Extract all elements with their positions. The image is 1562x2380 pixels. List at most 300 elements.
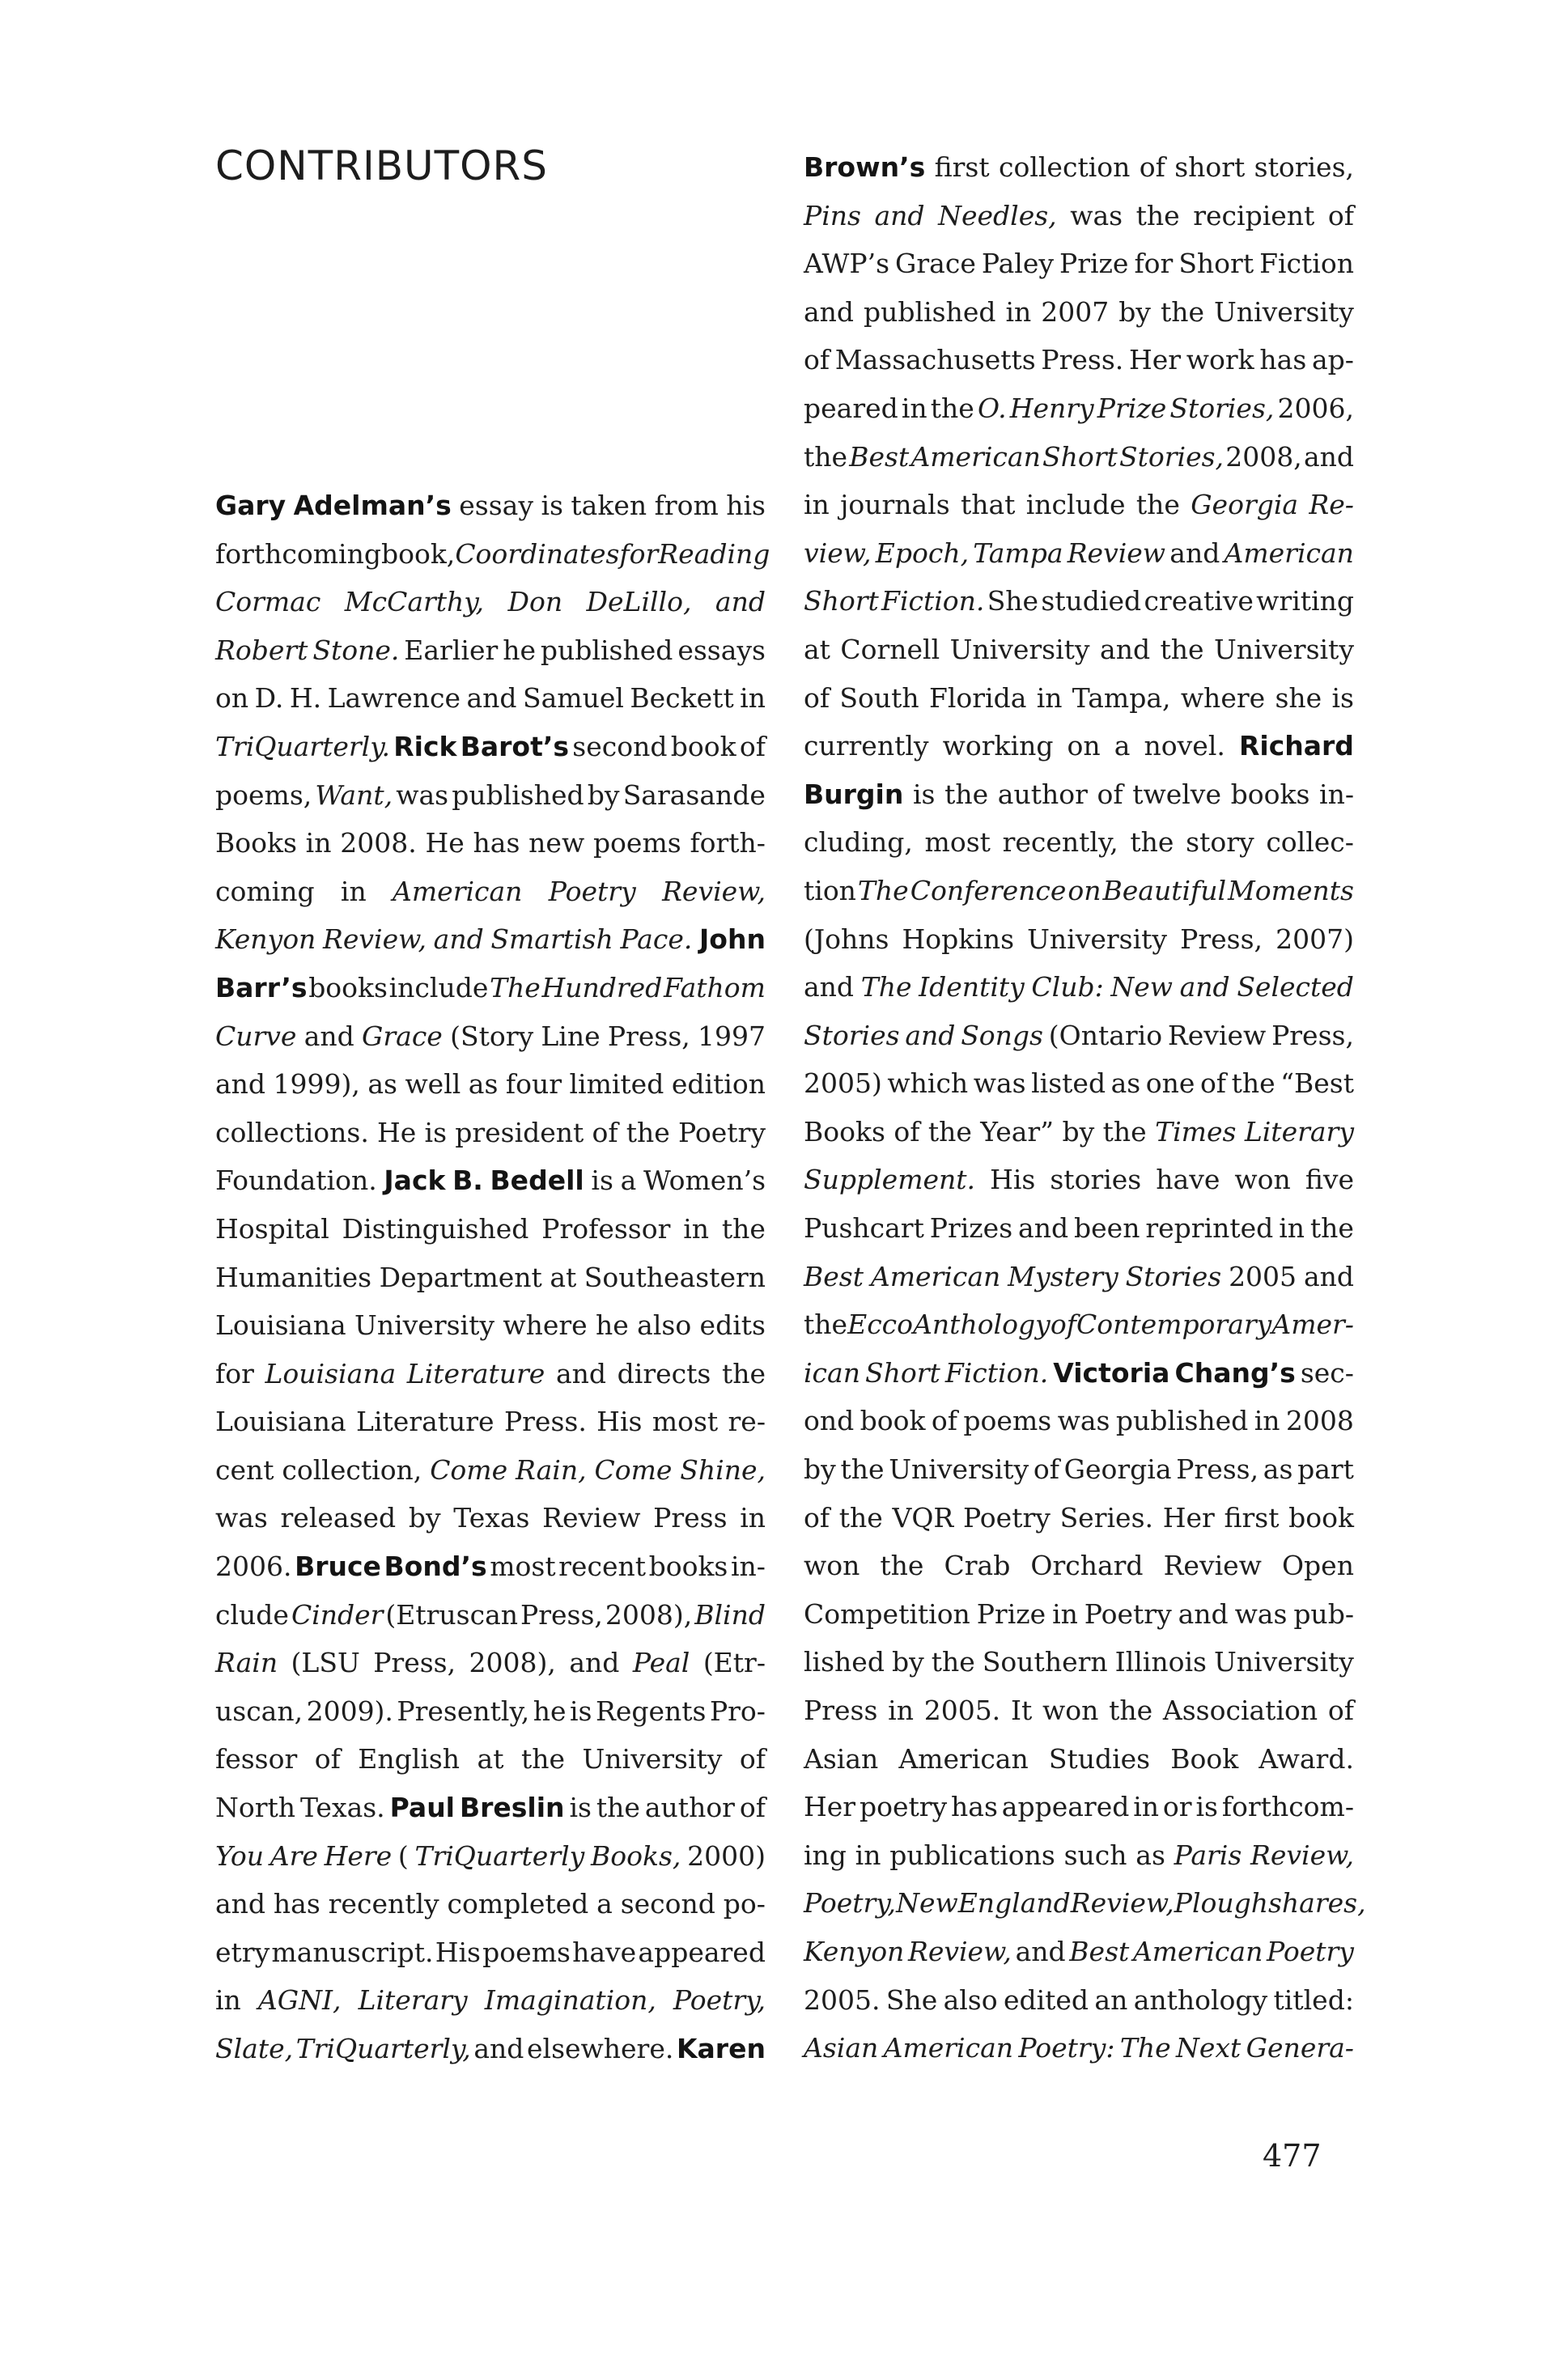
- word: in: [855, 1839, 881, 1871]
- italic-word: Prize: [1097, 392, 1167, 424]
- word: writing: [1256, 585, 1354, 617]
- word: Sarasande: [622, 778, 766, 811]
- word: the: [721, 1212, 766, 1245]
- italic-word: TriQuarterly,: [295, 2033, 471, 2064]
- italic-word: Short: [865, 1356, 940, 1389]
- word: Review: [542, 1502, 641, 1534]
- word: Her: [804, 1791, 856, 1823]
- text-line: [215, 819, 766, 868]
- word: Orchard: [1030, 1550, 1144, 1582]
- word: Poetry: [962, 1501, 1051, 1534]
- italic-word: Hundred: [541, 971, 663, 1003]
- italic-word: Needles,: [938, 199, 1057, 231]
- word: “Best: [1280, 1067, 1354, 1100]
- word: (Etr-: [702, 1647, 766, 1679]
- text-line: [804, 963, 1354, 1012]
- word: a: [596, 1888, 613, 1920]
- word: Regents: [595, 1695, 707, 1727]
- word: first: [934, 151, 990, 183]
- word: Press.: [503, 1406, 587, 1438]
- italic-word: Stories: [1125, 1260, 1222, 1292]
- word: (Story: [450, 1020, 534, 1052]
- word: Poetry: [1084, 1597, 1172, 1630]
- word: by: [1062, 1115, 1095, 1148]
- word: Book: [1170, 1742, 1239, 1775]
- word: or: [1162, 1791, 1192, 1823]
- text-line: [215, 1591, 766, 1640]
- word: D.: [254, 682, 284, 715]
- italic-word: Curve: [215, 1020, 297, 1052]
- text-line: [804, 1928, 1354, 1976]
- word: in: [215, 1984, 241, 2017]
- text-line: [215, 1205, 766, 1254]
- word: she: [1275, 681, 1322, 714]
- word: has: [473, 827, 520, 859]
- word: from: [654, 490, 719, 521]
- text-line: [215, 915, 766, 964]
- word: studied: [1041, 585, 1142, 617]
- italic-word: Amer-: [1271, 1309, 1354, 1341]
- word: and: [1100, 633, 1151, 665]
- word: Pro-: [709, 1695, 766, 1727]
- word: 2006.: [215, 1551, 292, 1583]
- word: in: [340, 875, 367, 907]
- word: Line: [541, 1020, 601, 1052]
- italic-word: Stories,: [1119, 440, 1225, 473]
- word: It: [1010, 1695, 1033, 1726]
- italic-word: Ploughshares,: [1174, 1887, 1366, 1920]
- word: Short: [1178, 248, 1254, 280]
- italic-word: ican: [804, 1356, 860, 1389]
- word: stories: [1050, 1164, 1142, 1196]
- word: where: [1180, 681, 1266, 714]
- word: of: [1327, 199, 1354, 231]
- word: of: [1327, 1695, 1354, 1726]
- word: published: [864, 295, 996, 328]
- italic-word: Here: [324, 1839, 393, 1872]
- italic-word: You: [215, 1839, 265, 1872]
- italic-word: Ecco: [847, 1309, 914, 1341]
- italic-word: Imagination,: [484, 1984, 656, 2017]
- italic-word: Reading: [658, 537, 770, 570]
- word: of: [804, 681, 830, 714]
- word: recent: [558, 1551, 646, 1583]
- italic-word: Robert: [215, 634, 308, 666]
- text-line: [215, 1784, 766, 1832]
- contributor-name: Victoria: [1053, 1356, 1170, 1389]
- word: journals: [840, 489, 950, 521]
- word: the: [1309, 1212, 1354, 1245]
- italic-word: Poetry: [548, 875, 636, 907]
- word: five: [1305, 1164, 1354, 1196]
- italic-word: and: [905, 1019, 956, 1051]
- italic-word: Re-: [1309, 489, 1354, 521]
- word: he: [533, 1695, 567, 1727]
- word: Tampa,: [1072, 681, 1171, 714]
- word: book: [670, 730, 736, 762]
- italic-word: TriQuarterly: [414, 1839, 585, 1872]
- word: in: [1254, 1405, 1280, 1437]
- word: Competition: [804, 1597, 970, 1630]
- word: edition: [671, 1068, 766, 1101]
- italic-word: Literature: [406, 1357, 545, 1389]
- word: the: [1160, 633, 1204, 665]
- word: of: [739, 730, 766, 762]
- word: lished: [804, 1646, 885, 1678]
- word: cent: [215, 1453, 274, 1486]
- italic-word: and: [1179, 971, 1230, 1003]
- word: 2009).: [306, 1695, 393, 1727]
- italic-word: Pins: [804, 199, 861, 231]
- word: Open: [1281, 1550, 1354, 1582]
- word: titled:: [1273, 1983, 1354, 2016]
- italic-word: Poetry,: [804, 1887, 897, 1920]
- word: 2008: [1285, 1405, 1354, 1437]
- word: poetry: [859, 1791, 948, 1823]
- text-line: [215, 626, 766, 675]
- word: University: [1027, 923, 1168, 955]
- italic-word: Review,: [907, 1935, 1012, 1967]
- text-line: [215, 868, 766, 916]
- word: poems: [482, 1936, 571, 1968]
- word: the: [596, 1792, 640, 1824]
- word: Paley: [981, 248, 1054, 280]
- text-line: [804, 1638, 1354, 1686]
- text-line: [215, 1542, 766, 1591]
- word: clude: [215, 1598, 289, 1631]
- word: Lawrence: [327, 682, 461, 715]
- word: His: [596, 1406, 643, 1438]
- word: a: [1114, 730, 1131, 762]
- text-line: [215, 1109, 766, 1157]
- text-line: [804, 1156, 1354, 1204]
- word: appeared: [1001, 1791, 1130, 1823]
- word: cluding,: [804, 826, 913, 859]
- word: such: [1063, 1839, 1127, 1871]
- italic-word: on: [1068, 874, 1101, 906]
- contributor-name: John: [699, 923, 766, 956]
- contributor-name: Adelman’s: [293, 490, 452, 521]
- italic-word: Henry: [1009, 392, 1094, 424]
- text-line: [215, 1254, 766, 1302]
- word: fessor: [215, 1743, 298, 1775]
- word: of: [1097, 778, 1123, 810]
- word: University: [1213, 1646, 1354, 1678]
- text-line: [804, 1108, 1354, 1156]
- word: 2007): [1275, 923, 1354, 955]
- contributor-name: Bruce: [295, 1551, 381, 1583]
- italic-word: Rain: [215, 1647, 278, 1679]
- word: in: [1005, 295, 1032, 328]
- italic-word: Are: [270, 1839, 318, 1872]
- italic-word: American: [1224, 537, 1354, 569]
- word: has: [951, 1791, 998, 1823]
- word: collections.: [215, 1116, 369, 1148]
- word: a: [620, 1165, 637, 1197]
- word: Review: [1163, 1550, 1262, 1582]
- word: Texas.: [299, 1792, 385, 1824]
- italic-word: Epoch,: [875, 537, 970, 569]
- word: Distinguished: [342, 1212, 529, 1245]
- word: Louisiana: [215, 1406, 346, 1438]
- word: AWP’s: [804, 248, 890, 280]
- italic-word: for: [619, 537, 659, 570]
- italic-word: Blind: [694, 1598, 766, 1631]
- word: as: [1263, 1453, 1293, 1486]
- word: published: [540, 634, 673, 666]
- word: the: [840, 1453, 885, 1486]
- italic-word: Want,: [315, 778, 393, 811]
- word: 1997: [698, 1020, 766, 1052]
- text-line: [804, 1686, 1354, 1735]
- word: recipient: [1193, 199, 1315, 231]
- contributor-name: Barr’s: [215, 971, 308, 1003]
- word: also: [943, 1983, 998, 2016]
- word: He: [425, 827, 465, 859]
- word: has: [1259, 344, 1307, 376]
- word: University: [1213, 295, 1354, 328]
- word: Professor: [541, 1212, 671, 1245]
- italic-word: Selected: [1237, 971, 1354, 1003]
- word: Press: [804, 1695, 878, 1726]
- word: forthcoming: [215, 537, 381, 570]
- italic-word: Grace: [362, 1020, 443, 1052]
- text-line: [804, 1783, 1354, 1831]
- word: Review: [1167, 1019, 1267, 1051]
- word: and: [1303, 440, 1354, 473]
- text-line: [215, 530, 770, 579]
- text-line: [804, 1494, 1354, 1542]
- italic-word: Songs: [961, 1019, 1043, 1051]
- word: in: [1133, 1791, 1160, 1823]
- italic-word: Times: [1155, 1115, 1237, 1148]
- word: the: [931, 1646, 975, 1678]
- word: Louisiana: [215, 1309, 346, 1342]
- word: publications: [889, 1839, 1055, 1871]
- italic-word: Stories: [804, 1019, 900, 1051]
- word: the: [1130, 826, 1174, 859]
- word: University: [354, 1309, 494, 1342]
- word: second: [572, 730, 668, 762]
- italic-word: and: [874, 199, 925, 231]
- word: Press,: [607, 1020, 690, 1052]
- word: Asian: [804, 1742, 879, 1775]
- word: in: [888, 1695, 914, 1726]
- word: won: [804, 1550, 860, 1582]
- word: was: [215, 1502, 268, 1534]
- italic-word: Genera-: [1246, 2032, 1354, 2064]
- word: 2008),: [469, 1647, 556, 1679]
- right-text-column: [804, 143, 1366, 2072]
- word: the: [930, 392, 974, 424]
- word: Press,: [1271, 1019, 1354, 1051]
- contributor-name: Richard: [1238, 730, 1354, 762]
- italic-word: Pace.: [620, 923, 693, 956]
- word: new: [528, 827, 585, 859]
- word: by: [1118, 295, 1151, 328]
- word: Series.: [1059, 1501, 1153, 1534]
- contributor-name: Bond’s: [384, 1551, 487, 1583]
- word: which: [887, 1067, 969, 1100]
- word: listed: [1031, 1067, 1106, 1100]
- word: most: [924, 826, 991, 859]
- text-line: [804, 915, 1354, 964]
- word: essay: [459, 490, 533, 521]
- text-line: [804, 1012, 1354, 1060]
- word: for: [215, 1357, 254, 1389]
- word: re-: [728, 1406, 766, 1438]
- text-line: [215, 1832, 766, 1881]
- text-line: [804, 577, 1354, 626]
- italic-word: Cormac: [215, 586, 321, 618]
- word: University: [1214, 633, 1354, 665]
- word: in-: [1319, 778, 1354, 810]
- word: collection,: [282, 1453, 422, 1486]
- word: and: [1169, 537, 1220, 569]
- text-line: [804, 529, 1354, 578]
- italic-word: Poetry: [1267, 1935, 1354, 1967]
- word: Cornell: [840, 633, 940, 665]
- word: in: [1036, 681, 1063, 714]
- word: and: [1303, 1260, 1354, 1292]
- word: His: [435, 1936, 481, 1968]
- word: of: [893, 1115, 920, 1148]
- word: on: [215, 682, 249, 715]
- text-line: [215, 1446, 766, 1495]
- word: (Ontario: [1048, 1019, 1163, 1051]
- word: poems: [592, 827, 681, 859]
- italic-word: Next: [1176, 2032, 1242, 2064]
- italic-word: Kenyon: [804, 1935, 905, 1967]
- word: ing: [804, 1839, 847, 1871]
- text-line: [804, 433, 1354, 482]
- italic-word: Louisiana: [265, 1357, 397, 1389]
- word: well: [405, 1068, 461, 1101]
- word: Crab: [944, 1550, 1011, 1582]
- word: twelve: [1132, 778, 1221, 810]
- word: elsewhere.: [526, 2033, 674, 2064]
- text-line: [804, 192, 1354, 240]
- word: has: [273, 1888, 320, 1920]
- word: the: [626, 1116, 670, 1148]
- word: the: [927, 1115, 972, 1148]
- text-line: [804, 2024, 1354, 2072]
- word: completed: [447, 1888, 589, 1920]
- word: forthcom-: [1221, 1791, 1354, 1823]
- text-line: [215, 1880, 766, 1928]
- text-line: [215, 1494, 766, 1542]
- word: 2006,: [1277, 392, 1354, 424]
- word: in: [1279, 1212, 1305, 1245]
- word: work: [1186, 344, 1254, 376]
- word: the: [944, 778, 989, 810]
- italic-word: Peal: [632, 1647, 690, 1679]
- word: in: [901, 392, 927, 424]
- word: She: [987, 585, 1039, 617]
- word: by: [804, 1453, 836, 1486]
- word: 2005.: [804, 1983, 881, 2016]
- italic-word: Anthology: [913, 1309, 1051, 1341]
- word: as: [1110, 1067, 1141, 1100]
- word: North: [215, 1792, 296, 1824]
- text-line: [215, 1976, 766, 2025]
- word: Presently,: [397, 1695, 530, 1727]
- contributor-name: Barot’s: [460, 730, 570, 762]
- text-line: [804, 626, 1354, 674]
- text-line: [804, 1397, 1354, 1445]
- italic-word: Come: [594, 1453, 673, 1486]
- word: of: [314, 1743, 341, 1775]
- text-line: [215, 1639, 766, 1687]
- word: was: [1234, 1597, 1288, 1630]
- text-line: [804, 336, 1354, 384]
- word: Press,: [1176, 1453, 1259, 1486]
- italic-word: New: [1110, 971, 1173, 1003]
- word: Humanities: [215, 1261, 372, 1293]
- text-line: [804, 1590, 1354, 1639]
- italic-word: American: [883, 2032, 1014, 2064]
- word: most: [652, 1406, 719, 1438]
- word: won: [1042, 1695, 1099, 1726]
- word: in: [740, 682, 766, 715]
- italic-word: Coordinates: [455, 537, 620, 570]
- italic-word: Paris: [1174, 1839, 1242, 1871]
- text-line: [804, 818, 1354, 867]
- text-line: [215, 1350, 766, 1398]
- word: was: [396, 778, 449, 811]
- word: at: [477, 1743, 504, 1775]
- word: Year”: [980, 1115, 1055, 1148]
- page-heading: CONTRIBUTORS: [215, 142, 548, 189]
- text-line: [804, 1542, 1354, 1590]
- italic-word: The: [860, 971, 912, 1003]
- word: ond: [804, 1405, 855, 1437]
- text-line: [804, 1976, 1354, 2025]
- text-line: [804, 384, 1354, 433]
- word: in: [305, 827, 332, 859]
- word: University: [889, 1453, 1029, 1486]
- word: Press.: [1041, 344, 1124, 376]
- word: Earlier: [404, 634, 499, 666]
- word: is: [569, 1792, 592, 1824]
- page-number: 477: [1263, 2138, 1322, 2174]
- word: (LSU: [291, 1647, 360, 1679]
- word: Studies: [1048, 1742, 1151, 1775]
- word: in: [740, 1502, 766, 1534]
- word: four: [505, 1068, 562, 1101]
- italic-word: Books,: [590, 1839, 681, 1872]
- text-line: [215, 2025, 766, 2073]
- text-line: [804, 674, 1354, 723]
- italic-word: Tampa: [973, 537, 1063, 569]
- italic-word: Best: [849, 440, 910, 473]
- italic-word: Stone.: [312, 634, 400, 666]
- word: at: [550, 1261, 577, 1293]
- italic-word: The: [490, 971, 541, 1003]
- word: 2007: [1041, 295, 1110, 328]
- italic-word: Stories,: [1169, 392, 1275, 424]
- word: second: [620, 1888, 715, 1920]
- text-line: [804, 1059, 1354, 1108]
- word: also: [637, 1309, 692, 1342]
- word: and: [555, 1357, 607, 1389]
- italic-word: New: [896, 1887, 958, 1920]
- word: tion: [804, 874, 856, 906]
- word: Press: [653, 1502, 728, 1534]
- word: in: [683, 1212, 710, 1245]
- word: Hopkins: [902, 923, 1015, 955]
- word: ap-: [1311, 344, 1354, 376]
